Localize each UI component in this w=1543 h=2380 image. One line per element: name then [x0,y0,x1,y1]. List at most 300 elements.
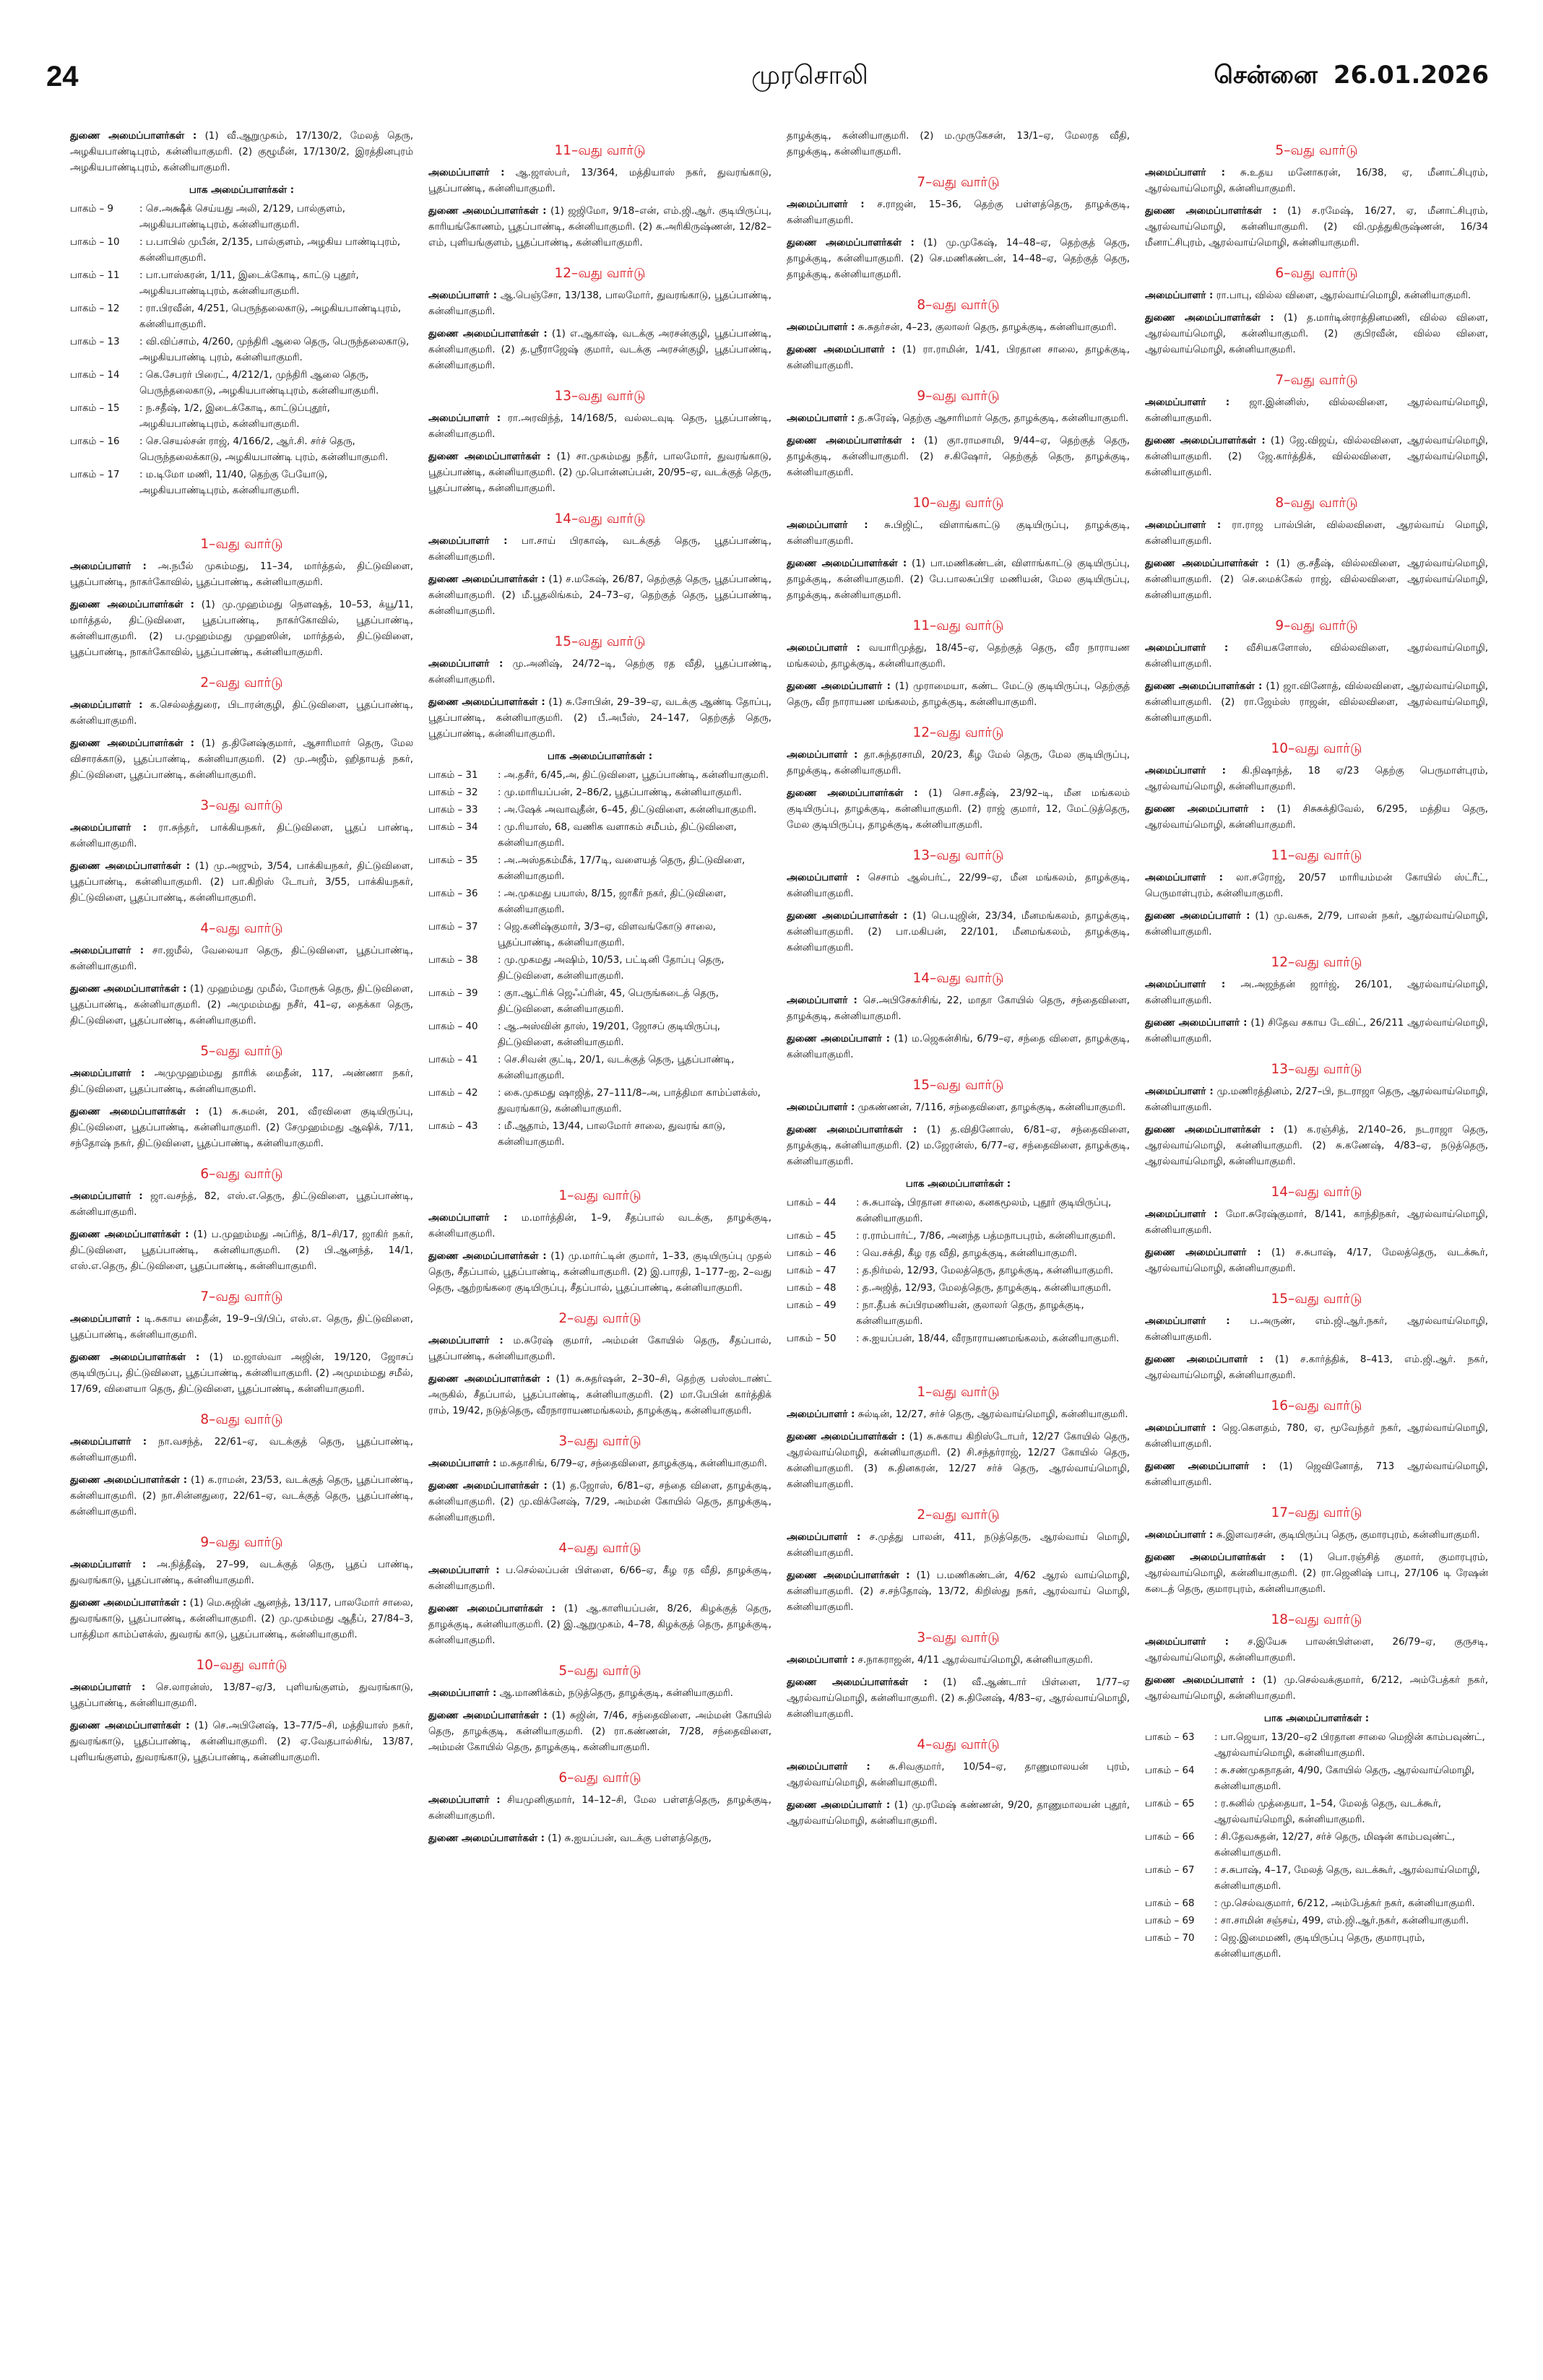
booth-number: பாகம் – 43 [428,1121,478,1132]
role-label: அமைப்பாளர் : [428,1336,503,1346]
organizer-entry [70,821,413,852]
booth-number: பாகம் – 36 [428,888,478,899]
booth-entry [787,1298,1130,1330]
organizer-details: (1) மெ.சுஜின் ஆனந்த், 13/117, பாலமோர் சாலை, துவரங்காடு, பூதப்பாண்டி, கன்னியாகுமரி. (2) மு.முகம்மது ஆதீப், 27/84–3, பாத்திமா காம்ப்ளக்ஸ், துவரங் காடு, பூதப்பாண்டி, கன்னியாகுமரி. [70,1598,413,1640]
booth-organizer: : த.அஜித், 12/93, மேலத்தெரு, தாழக்குடி, கன்னியாகுமரி. [856,1283,1112,1294]
booth-entry [428,853,772,885]
booth-organizer: : ஜெ.இமைமணி, குடியிருப்பு தெரு, குமாரபுரம், கன்னியாகுமரி. [1214,1933,1425,1960]
role-label: அமைப்பாளர் : [787,1409,855,1420]
ward-heading: 14–வது வார்டு [912,971,1004,986]
organizer-entry [787,1407,1130,1423]
organizer-details: ரா.பாபு, வில்ல விளை, ஆரல்வாய்மொழி, கன்னியாகுமரி. [1216,290,1471,301]
booth-number: பாகம் – 13 [70,337,120,347]
role-label: துணை அமைப்பாளர்கள் : [428,1604,556,1614]
organizer-entry [70,1312,413,1343]
role-label: துணை அமைப்பாளர்கள் : [1145,313,1274,324]
organizer-details: தா.சுந்தரசாமி, 20/23, கீழ மேல் தெரு, மேல குடியிருப்பு, தாழக்குடி, கன்னியாகுமரி. [787,750,1130,776]
role-label: துணை அமைப்பாளர்கள் : [787,788,918,799]
organizer-details: செ.அபிசேகர்சிங், 22, மாதா கோயில் தெரு, சந்தைவிளை, தாழக்குடி, கன்னியாகுமரி. [787,995,1130,1022]
organizer-entry [428,1479,772,1526]
organizer-entry [787,641,1130,672]
organizer-entry [1145,1314,1488,1346]
booth-entry [428,1119,772,1151]
ward-heading: 2–வது வார்டு [917,1507,1000,1523]
role-label: அமைப்பாளர் : [70,700,143,711]
booth-organizer: : ர.ராம்பார்ட், 7/86, அனந்த பத்மநாபபுரம், கன்னியாகுமரி. [856,1231,1116,1242]
ward-heading: 6–வது வார்டு [200,1167,283,1182]
organizer-entry [428,1601,772,1649]
role-label: துணை அமைப்பாளர்கள் : [1145,681,1263,692]
organizer-entry [787,556,1130,604]
role-label: அமைப்பாளர் : [428,1213,508,1224]
booth-entry [70,434,413,466]
organizer-entry [787,1653,1130,1669]
role-label: அமைப்பாளர் : [1145,1530,1214,1541]
booth-entry [787,1331,1130,1347]
organizer-details: (1) வீ.ஆண்டார் பிள்ளை, 1/77–ஏ ஆரல்வாய்மொழி, கன்னியாகுமரி. (2) சு.தினேஷ், 4/83–ஏ, ஆரல்வாய்மொழி, கன்னியாகுமரி. [787,1677,1130,1720]
booth-number: பாகம் – 63 [1145,1732,1195,1743]
role-label: அமைப்பாளர் : [428,1688,497,1699]
role-label: துணை அமைப்பாளர் : [1145,1354,1263,1365]
organizer-details: (1) ச.ரமேஷ், 16/27, ஏ, மீனாட்சிபுரம், ஆரல்வாய்மொழி, கன்னியாகுமரி. (2) வி.முத்துகிருஷ்ணன், 16/34 மீனாட்சிபுரம், ஆரல்வாய்மொழி, கன்னியாகுமரி. [1145,206,1488,248]
role-label: துணை அமைப்பாளர்கள் : [70,1598,187,1609]
organizer-details: ரா.அரவிந்த், 14/168/5, வல்லடவுடி தெரு, பூதப்பாண்டி, கன்னியாகுமரி. [428,413,772,440]
city-name: சென்னை [1214,61,1318,90]
booth-section-heading: பாக அமைப்பாளர்கள் : [547,751,653,762]
organizer-entry [428,1686,772,1702]
role-label: துணை அமைப்பாளர்கள் : [70,984,187,995]
role-label: அமைப்பாளர் : [428,659,503,670]
ward-heading: 6–வது வார்டு [558,1770,641,1786]
organizer-entry [787,909,1130,956]
ward-heading: 7–வது வார்டு [200,1289,283,1304]
organizer-details: (1) மு.ரமேஷ் கண்ணன், 9/20, தாணுமாலயன் புதூர், ஆரல்வாய்மொழி, கன்னியாகுமரி. [787,1800,1130,1827]
ward-heading: 10–வது வார்டு [196,1658,288,1673]
organizer-details: ஆ.மாணிக்கம், நடுத்தெரு, தாழக்குடி, கன்னியாகுமரி. [499,1688,733,1699]
role-label: துணை அமைப்பாளர் : [787,345,896,355]
organizer-details: (1) சுஜின், 7/46, சந்தைவிளை, அம்மன் கோயில் தெரு, தாழக்குடி, கன்னியாகுமரி. (2) ரா.கண்ணன், 7/28, சந்தைவிளை, அம்மன் கோயில் தெரு, தாழக்குடி, கன்னியாகுமரி. [428,1710,772,1753]
organizer-entry [787,235,1130,283]
organizer-details: (1) மு.மார்ட்டின் குமார், 1–33, குடியிருப்பு முதல் தெரு, சீதப்பால், பூதப்பாண்டி, கன்னியாகுமரி. (2) இ.பாரதி, 1–177–ஐ, 2–வது தெரு, ஆற்றங்கரை குடியிருப்பு, சீதப்பால், பூதப்பாண்டி, கன்னியாகுமரி. [428,1251,772,1294]
organizer-details: (1) பா.மணிகண்டன், விளாங்காட்டு குடியிருப்பு, தாழக்குடி, கன்னியாகுமரி. (2) பே.பாலசுப்பிர மணியன், மேல குடியிருப்பு, தாழக்குடி, கன்னியாகுமரி. [787,558,1130,601]
role-label: துணை அமைப்பாளர் : [787,681,891,692]
role-label: அமைப்பாளர் : [1145,290,1214,301]
organizer-entry [787,129,1130,160]
booth-number: பாகம் – 12 [70,303,120,314]
organizer-details: (1) ஆ.காளியப்பன், 8/26, கிழக்குத் தெரு, தாழக்குடி, கன்னியாகுமரி. (2) இ.ஆறுமுகம், 4–78, கிழக்குத் தெரு, தாழக்குடி, கன்னியாகுமரி. [428,1604,772,1646]
role-label: துணை அமைப்பாளர்கள் : [428,329,548,339]
organizer-entry [428,534,772,566]
booth-entry [1145,1913,1488,1929]
article-columns [70,129,1486,2353]
organizer-details: முகண்ணன், 7/116, சந்தைவிளை, தாழக்குடி, கன்னியாகுமரி. [857,1102,1126,1113]
organizer-details: (1) ப.மணிகண்டன், 4/62 ஆரல் வாய்மொழி, கன்னியாகுமரி. (2) ச.சந்தோஷ், 13/72, கிறிஸ்து நகர், ஆரல்வாய் மொழி, கன்னியாகுமரி. [787,1570,1130,1613]
booth-organizer: : ரா.பிரவீன், 4/251, பெருந்தலைகாடு, அழகியபாண்டிபுரம், கன்னியாகுமரி. [139,303,402,330]
organizer-details: செ.லாரன்ஸ், 13/87–ஏ/3, புளியங்குளம், துவரங்காடு, பூதப்பாண்டி, கன்னியாகுமரி. [70,1682,413,1709]
organizer-entry [428,1793,772,1825]
booth-number: பாகம் – 9 [70,204,114,215]
organizer-details: (1) மு.முஹம்மது நௌஷத், 10–53, க்யூ/11, மார்த்தல், திட்டுவிளை, பூதப்பாண்டி, நாகர்கோவில், பூதப்பாண்டி, கன்னியாகுமரி. (2) ப.முஹம்மது முஹஸின், மார்த்தல், திட்டுவிளை, பூதப்பாண்டி, நாகர்கோவில், பூதப்பாண்டி, கன்னியாகுமரி. [70,600,413,658]
ward-heading: 4–வது வார்டு [200,921,283,936]
booth-organizer: : மு.முகமது அஷிம், 10/53, பட்டினி தோப்பு தெரு, திட்டுவிளை, கன்னியாகுமரி. [498,955,725,982]
organizer-entry [1145,763,1488,795]
role-label: அமைப்பாளர் : [70,1559,147,1570]
booth-number: பாகம் – 16 [70,436,120,447]
organizer-details: (1) க.ராமன், 23/53, வடக்குத் தெரு, பூதப்பாண்டி, கன்னியாகுமரி. (2) நா.சின்னதுரை, 22/61–ஏ, வடக்குத் தெரு, பூதப்பாண்டி, கன்னியாகுமரி. [70,1475,413,1518]
booth-entry [428,886,772,918]
organizer-details: க.செல்லத்துரை, பிடாரன்குழி, திட்டுவிளை, பூதப்பாண்டி, கன்னியாகுமரி. [70,700,413,727]
role-label: அமைப்பாளர் : [787,643,860,654]
organizer-details: (1) சு.ஐயப்பன், வடக்கு பள்ளத்தெரு, [548,1833,712,1844]
organizer-entry [1145,909,1488,940]
role-label: துணை அமைப்பாளர்கள் : [787,558,907,569]
organizer-entry [1145,1550,1488,1598]
booth-number: பாகம் – 39 [428,988,478,999]
role-label: துணை அமைப்பாளர்கள் : [70,1475,188,1486]
organizer-entry [1145,802,1488,834]
role-label: துணை அமைப்பாளர்கள் : [428,1833,545,1844]
booth-number: பாகம் – 48 [787,1283,837,1294]
ward-heading: 5–வது வார்டு [558,1663,641,1679]
organizer-details: (1) ஜஜிமோ, 9/18–என், எம்.ஜி.ஆர். குடியிருப்பு, காரியங்கோணம், பூதப்பாண்டி, கன்னியாகுமரி. (2) சு.அரிகிருஷ்ணன், 12/82–எம், புளியங்குளம், பூதப்பாண்டி, கன்னியாகுமரி. [428,206,772,248]
organizer-details: (1) ப.முஹம்மது அப்ரித், 8/1–சி/17, ஜாகிர் நகர், திட்டுவிளை, பூதப்பாண்டி, கன்னியாகுமரி. (2) பி.ஆனந்த், 14/1, எஸ்.எ.தெரு, திட்டுவிளை, பூதப்பாண்டி, கன்னியாகுமரி. [70,1229,413,1272]
organizer-details: (1) கு.சதீஷ், வில்லவிளை, ஆரல்வாய்மொழி, கன்னியாகுமரி. (2) செ.மைக்கேல் ராஜ், வில்லவிளை, ஆரல்வாய்மொழி, கன்னியாகுமரி. [1145,558,1488,601]
organizer-details: செசாம் ஆல்பர்ட், 22/99–ஏ, மீன மங்கலம், தாழக்குடி, கன்னியாகுமரி. [787,873,1130,899]
role-label: துணை அமைப்பாளர்கள் : [1145,206,1277,217]
booth-entry [428,919,772,951]
booth-number: பாகம் – 34 [428,822,478,833]
organizer-entry [1145,1084,1488,1116]
booth-number: பாகம் – 31 [428,770,478,781]
organizer-details: மோ.சுரேஷ்குமார், 8/141, காந்திநகர், ஆரல்வாய்மொழி, கன்னியாகுமரி. [1145,1209,1488,1236]
organizer-entry [787,197,1130,229]
role-label: அமைப்பாளர் : [1145,397,1230,408]
organizer-entry [1145,1122,1488,1170]
role-label: துணை அமைப்பாளர் : [1145,1018,1248,1029]
role-label: அமைப்பாளர் : [787,995,857,1006]
booth-section-heading: பாக அமைப்பாளர்கள் : [905,1179,1011,1190]
section-spacer [428,1152,772,1174]
organizer-details: அ.அஜந்தன் ஜார்ஜ், 26/101, ஆரல்வாய்மொழி, கன்னியாகுமரி. [1145,979,1488,1006]
organizer-entry [787,1530,1130,1562]
organizer-entry [1145,1635,1488,1666]
organizer-entry [70,1189,413,1221]
organizer-entry [1145,977,1488,1009]
role-label: அமைப்பாளர் : [428,1795,501,1806]
booth-number: பாகம் – 10 [70,237,120,248]
organizer-entry [428,1333,772,1365]
booth-number: பாகம் – 38 [428,955,478,966]
organizer-details: (1) ச.சுபாஷ், 4/17, மேலத்தெரு, வடக்கூர், ஆரல்வாய்மொழி, கன்னியாகுமரி. [1145,1247,1488,1274]
organizer-details: (1) மு.அஜும், 3/54, பாக்கியநகர், திட்டுவிளை, பூதப்பாண்டி, கன்னியாகுமரி. (2) பா.கிறிஸ் டோபர், 3/55, பாக்கியநகர், திட்டுவிளை, பூதப்பாண்டி, கன்னியாகுமரி. [70,861,413,904]
role-label: அமைப்பாளர் : [70,945,144,956]
organizer-entry [70,859,413,906]
organizer-entry [1145,1016,1488,1047]
organizer-details: ச.இயேசு பாலன்பிள்ளை, 26/79–ஏ, குருசடி, ஆரல்வாய்மொழி, கன்னியாகுமரி. [1145,1637,1488,1663]
role-label: அமைப்பாளர் : [428,413,501,424]
organizer-details: (1) பெ.யுஜின், 23/34, மீனமங்கலம், தாழக்குடி, கன்னியாகுமரி. (2) பா.மகிபன், 22/101, மீனமங்கலம், தாழக்குடி, கன்னியாகுமரி. [787,911,1130,953]
organizer-details: ப.செல்லப்பன் பிள்ளை, 6/66–ஏ, கீழ ரத வீதி, தாழக்குடி, கன்னியாகுமரி. [428,1565,772,1592]
section-spacer [70,501,413,522]
booth-organizer: : பா.பாஸ்கரன், 1/11, இடைக்கோடி, காட்டு புதூர், அழகியபாண்டிபுரம், கன்னியாகுமரி. [139,270,359,297]
booth-organizer: : செ.சிவன் குட்டி, 20/1, வடக்குத் தெரு, பூதப்பாண்டி, கன்னியாகுமரி. [498,1055,735,1081]
organizer-details: சியமுனிகுமார், 14–12–சி, மேல பள்ளத்தெரு, தாழக்குடி, கன்னியாகுமரி. [428,1795,772,1822]
organizer-details: (1) சொ.சதீஷ், 23/92–டி, மீன மங்கலம் குடியிருப்பு, தாழக்குடி, கன்னியாகுமரி. (2) ராஜ் குமார், 12, மேட்டுத்தெரு, மேல குடியிருப்பு, தாழக்குடி, கன்னியாகுமரி. [787,788,1130,831]
organizer-details: வயாரிமுத்து, 18/45–ஏ, தெற்குத் தெரு, வீர நாராயண மங்கலம், தாழக்குடி, கன்னியாகுமரி. [787,643,1130,670]
booth-section-heading: பாக அமைப்பாளர்கள் : [189,185,295,196]
organizer-entry [787,320,1130,336]
organizer-entry [70,1227,413,1275]
role-label: துணை அமைப்பாளர்கள் : [428,206,547,217]
booth-organizer: : மு.ரியாஸ், 68, வணிக வளாகம் சமீபம், திட்டுவிளை, கன்னியாகுமரி. [498,822,737,849]
organizer-entry [428,1456,772,1472]
booth-organizer: : மு.மாரியப்பன், 2–86/2, பூதப்பாண்டி, கன்னியாகுமரி. [498,787,742,798]
organizer-details: வீசியகளோஸ், வில்லவிளை, ஆரல்வாய்மொழி, கன்னியாகுமரி. [1145,643,1488,670]
ward-heading: 2–வது வார்டு [200,675,283,691]
booth-entry [428,1086,772,1117]
ward-heading: 3–வது வார்டு [200,798,283,813]
organizer-details: ச.முத்து பாலன், 411, நடுத்தெரு, ஆரல்வாய் மொழி, கன்னியாகுமரி. [787,1532,1130,1559]
role-label: அமைப்பாளர் : [1145,1316,1230,1327]
organizer-entry [787,1031,1130,1063]
booth-organizer: : சா.சாமின் சஞ்சய், 499, எம்.ஜி.ஆர்.நகர், கன்னியாகுமரி. [1214,1916,1469,1926]
organizer-entry [1145,395,1488,427]
organizer-entry [428,657,772,688]
organizer-entry [1145,1528,1488,1544]
booth-number: பாகம் – 37 [428,922,478,932]
organizer-entry [1145,1673,1488,1705]
organizer-details: (1) சு.சுமன், 201, வீரவிளை குடியிருப்பு, திட்டுவிளை, பூதப்பாண்டி, கன்னியாகுமரி. (2) சேமுஹம்மது ஆஷிக், 7/11, சந்தோஷ் நகர், திட்டுவிளை, பூதப்பாண்டி, கன்னியாகுமரி. [70,1107,413,1149]
organizer-entry [787,1568,1130,1616]
organizer-entry [1145,870,1488,902]
organizer-details: (1) மு.செல்வக்குமார், 6/212, அம்பேத்கர் நகர், ஆரல்வாய்மொழி, கன்னியாகுமரி. [1145,1675,1488,1702]
ward-heading: 3–வது வார்டு [917,1630,1000,1645]
organizer-details: (1) பொ.ரஞ்சித் குமார், குமாரபுரம், ஆரல்வாய்மொழி, கன்னியாகுமரி. (2) ரா.ஜெனிஷ் பாபு, 27/106 டி ரேஷன் கடைத் தெரு, குமாரபுரம், கன்னியாகுமரி. [1145,1552,1488,1595]
organizer-entry [787,518,1130,550]
ward-heading: 11–வது வார்டு [554,143,646,158]
booth-organizer: : ஆ.அஸ்வின் தாஸ், 19/201, ஜோசப் குடியிருப்பு, திட்டுவிளை, கன்னியாகுமரி. [498,1021,721,1048]
organizer-details: (1) செ.அபினேஷ், 13–77/5–சி, மத்தியாஸ் நகர், துவரங்காடு, பூதப்பாண்டி, கன்னியாகுமரி. (2) ஏ.வேதபால்சிங், 13/87, புளியங்குளம், துவரங்காடு, பூதப்பாண்டி, கன்னியாகுமரி. [70,1721,413,1763]
role-label: துணை அமைப்பாளர்கள் : [428,697,545,708]
booth-organizer: : ச.சுபாஷ், 4–17, மேலத் தெரு, வடக்கூர், ஆரல்வாய்மொழி, கன்னியாகுமரி. [1214,1865,1480,1892]
booth-organizer: : சு.சண்முகநாதன், 4/90, கோயில் தெரு, ஆரல்வாய்மொழி, கன்னியாகுமரி. [1214,1765,1475,1792]
role-label: அமைப்பாளர் : [70,1314,140,1325]
ward-heading: 1–வது வார்டு [200,537,283,552]
role-label: துணை அமைப்பாளர்கள் : [1145,1125,1274,1135]
organizer-entry [1145,1245,1488,1277]
organizer-details: ஆ.பெஞ்சோ, 13/138, பாலமோர், துவரங்காடு, பூதப்பாண்டி, கன்னியாகுமரி. [428,290,772,317]
ward-heading: 17–வது வார்டு [1271,1505,1362,1520]
ward-heading: 13–வது வார்டு [912,848,1004,863]
role-label: துணை அமைப்பாளர்கள் : [428,1251,547,1262]
booth-number: பாகம் – 35 [428,855,478,866]
organizer-details: (1) சு.சுதர்ஷன், 2–30–சி, தெற்கு பஸ்ஸ்டாண்ட் அருகில், சீதப்பால், பூதப்பாண்டி, கன்னியாகுமரி. (2) மா.பேபின் கார்த்திக் ராம், 19/42, நடுத்தெரு, வீரநாராயணமங்கலம், தாழக்குடி, கன்னியாகுமரி. [428,1374,772,1416]
booth-number: பாகம் – 69 [1145,1916,1195,1926]
role-label: அமைப்பாளர் : [1145,1423,1216,1434]
newspaper-masthead: முரசொலி [751,61,868,90]
organizer-details: ஆ.ஜாஸ்பர், 13/364, மத்தியாஸ் நகர், துவரங்காடு, பூதப்பாண்டி, கன்னியாகுமரி. [428,168,772,194]
organizer-entry [787,870,1130,902]
role-label: துணை அமைப்பாளர்கள் : [1145,1552,1285,1563]
booth-entry [1145,1830,1488,1861]
ward-heading: 6–வது வார்டு [1275,266,1358,281]
booth-number: பாகம் – 44 [787,1198,837,1208]
organizer-entry [428,1211,772,1242]
organizer-entry [428,572,772,620]
organizer-details: லா.சரோஜ், 20/57 மாரியம்மன் கோயில் ஸ்ட்ரீட், பெருமாள்புரம், கன்னியாகுமரி. [1145,873,1488,899]
organizer-details: தாழக்குடி, கன்னியாகுமரி. (2) ம.முருகேசன், 13/1–ஏ, மேலரத வீதி, தாழக்குடி, கன்னியாகுமரி. [787,131,1130,157]
organizer-details: நா.வசந்த், 22/61–ஏ, வடக்குத் தெரு, பூதப்பாண்டி, கன்னியாகுமரி. [70,1437,413,1463]
organizer-entry [787,786,1130,834]
organizer-details: கி.நிஷாந்த், 18 ஏ/23 தெற்கு பெருமாள்புரம், ஆரல்வாய்மொழி, கன்னியாகுமரி. [1145,766,1488,792]
booth-entry [70,235,413,267]
organizer-details: (1) ச.கார்த்திக், 8–413, எம்.ஜி.ஆர். நகர், ஆரல்வாய்மொழி, கன்னியாகுமரி. [1145,1354,1488,1381]
booth-number: பாகம் – 64 [1145,1765,1195,1776]
organizer-entry [787,342,1130,374]
role-label: துணை அமைப்பாளர்கள் : [70,1107,199,1117]
organizer-entry [787,1100,1130,1116]
organizer-entry [787,679,1130,711]
booth-entry [428,802,772,818]
organizer-entry [70,129,413,176]
booth-organizer: : மு.செல்வகுமார், 6/212, அம்பேத்கர் நகர், கன்னியாகுமரி. [1214,1898,1475,1909]
booth-entry [70,467,413,499]
ward-heading: 9–வது வார்டு [200,1535,283,1550]
organizer-details: ச.ராஜன், 15–36, தெற்கு பள்ளத்தெரு, தாழக்குடி, கன்னியாகுமரி. [787,199,1130,226]
organizer-details: மு.அனிஷ், 24/72–டி, தெற்கு ரத வீதி, பூதப்பாண்டி, கன்னியாகுமரி. [428,659,772,685]
booth-number: பாகம் – 46 [787,1248,837,1259]
organizer-details: (1) மு.முகேஷ், 14–48–ஏ, தெற்குத் தெரு, தாழக்குடி, கன்னியாகுமரி. (2) செ.மணிகண்டன், 14–48–ஏ, தெற்குத் தெரு, தாழக்குடி, கன்னியாகுமரி. [787,238,1130,280]
organizer-entry [70,1557,413,1589]
booth-entry [70,202,413,233]
role-label: அமைப்பாளர் : [70,1682,146,1693]
role-label: துணை அமைப்பாளர் : [1145,1675,1255,1686]
organizer-details: (1) ச.மகேஷ், 26/87, தெற்குத் தெரு, பூதப்பாண்டி, கன்னியாகுமரி. (2) மீ.பூதலிங்கம், 24–73–ஏ, தெற்குத் தெரு, பூதப்பாண்டி, கன்னியாகுமரி. [428,574,772,617]
organizer-entry [70,597,413,661]
booth-organizer: : செ.செயல்சன் ராஜ், 4/166/2, ஆர்.சி. சர்ச் தெரு, பெருந்தலைக்காடு, அழகியபாண்டி புரம், கன்னியாகுமரி. [139,436,389,463]
organizer-entry [70,559,413,591]
role-label: துணை அமைப்பாளர்கள் : [428,1374,550,1385]
organizer-entry [787,993,1130,1025]
organizer-details: மு.மணிரத்தினம், 2/27–பி, நடராஜா தெரு, ஆரல்வாய்மொழி, கன்னியாகுமரி. [1145,1086,1488,1113]
booth-organizer: : அ.தசீர், 6/45,அ, திட்டுவிளை, பூதப்பாண்டி, கன்னியாகுமரி. [498,770,769,781]
ward-heading: 11–வது வார்டு [1271,848,1362,863]
organizer-details: அ.நபீல் முகம்மது, 11–34, மார்த்தல், திட்டுவிளை, பூதப்பாண்டி, நாகர்கோவில், பூதப்பாண்டி, கன்னியாகுமரி. [70,561,413,588]
organizer-entry [428,1249,772,1297]
booth-organizer: : பா.ஜெயா, 13/20–ஏ2 பிரதான சாலை மெஜின் காம்பவுண்ட், ஆரல்வாய்மொழி, கன்னியாகுமரி. [1214,1732,1485,1759]
organizer-details: பா.சாய் பிரகாஷ், வடக்குத் தெரு, பூதப்பாண்டி, கன்னியாகுமரி. [428,536,772,563]
organizer-entry [428,449,772,497]
organizer-details: ஜெ.கௌதம், 780, ஏ, மூவேந்தர் நகர், ஆரல்வாய்மொழி, கன்னியாகுமரி. [1145,1423,1488,1450]
booth-organizer: : த.நிர்மல், 12/93, மேலத்தெரு, தாழக்குடி, கன்னியாகுமரி. [856,1265,1114,1276]
booth-number: பாகம் – 15 [70,403,120,414]
organizer-details: டி.சுகாய மைதீன், 19–9–பி/பிப், எஸ்.எ. தெரு, திட்டுவிளை, பூதப்பாண்டி, கன்னியாகுமரி. [70,1314,413,1341]
organizer-entry [787,433,1130,481]
role-label: துணை அமைப்பாளர்கள் : [787,1570,910,1581]
booth-organizer: : சு.ஐயப்பன், 18/44, வீரநாராயணமங்கலம், கன்னியாகுமரி. [856,1333,1120,1344]
role-label: துணை அமைப்பாளர்கள் : [787,911,908,922]
role-label: அமைப்பாளர் : [787,199,865,210]
booth-entry [70,334,413,366]
column-3 [787,129,1130,2353]
booth-entry [787,1195,1130,1227]
booth-entry [1145,1796,1488,1828]
ward-heading: 15–வது வார்டு [554,634,646,649]
organizer-details: (1) த.தினேஷ்குமார், ஆசாரிமார் தெரு, மேல விசாரக்காடு, பூதப்பாண்டி, கன்னியாகுமரி. (2) மு.அஜீம், ஹிதாயத் நகர், திட்டுவிளை, பூதப்பாண்டி, கன்னியாகுமரி. [70,738,413,781]
organizer-details: (1) மு.வசுசு, 2/79, பாலன் நகர், ஆரல்வாய்மொழி, கன்னியாகுமரி. [1145,911,1488,938]
role-label: துணை அமைப்பாளர்கள் : [70,1721,190,1731]
organizer-entry [1145,518,1488,550]
organizer-entry [1145,165,1488,197]
organizer-details: அ.நித்தீஷ், 27–99, வடக்குத் தெரு, பூதப் பாண்டி, துவரங்காடு, பூதப்பாண்டி, கன்னியாகுமரி. [70,1559,413,1586]
ward-heading: 10–வது வார்டு [912,496,1004,511]
ward-heading: 9–வது வார்டு [1275,618,1358,633]
organizer-entry [428,204,772,251]
booth-number: பாகம் – 11 [70,270,120,281]
organizer-details: (1) ஜே.விஜய், வில்லவிளை, ஆரல்வாய்மொழி, கன்னியாகுமரி. (2) ஜே.கார்த்திக், வில்லவிளை, ஆரல்வாய்மொழி, கன்னியாகுமரி. [1145,436,1488,478]
organizer-details: (1) சா.முகம்மது நதீர், பாலமோர், துவரங்காடு, பூதப்பாண்டி, கன்னியாகுமரி. (2) மு.பொன்னப்பன், 20/95–ஏ, வடக்குத் தெரு, பூதப்பாண்டி, கன்னியாகுமரி. [428,451,772,494]
organizer-details: சு.உதய மனோகரன், 16/38, ஏ, மீனாட்சிபுரம், ஆரல்வாய்மொழி, கன்னியாகுமரி. [1145,168,1488,194]
organizer-entry [787,748,1130,779]
role-label: அமைப்பாளர் : [1145,168,1225,178]
booth-organizer: : கெ.சேபரர் பிரைட், 4/212/1, முந்திரி ஆலை தெரு, பெருந்தலைகாடு, அழகியபாண்டிபுரம், கன்னியாகுமரி. [139,370,379,397]
booth-entry [70,368,413,399]
role-label: அமைப்பாளர் : [1145,766,1226,776]
booth-organizer: : ம.டிமோ மணி, 11/40, தெற்கு பேயோடு, அழகியபாண்டிபுரம், கன்னியாகுமரி. [139,469,328,496]
organizer-entry [1145,679,1488,727]
booth-number: பாகம் – 47 [787,1265,837,1276]
booth-number: பாகம் – 65 [1145,1799,1195,1809]
organizer-details: சு.இளவரசன், குடியிருப்பு தெரு, குமாரபுரம், கன்னியாகுமரி. [1216,1530,1480,1541]
ward-heading: 15–வது வார்டு [1271,1291,1362,1307]
organizer-details: ச.நாகராஜன், 4/11 ஆரல்வாய்மொழி, கன்னியாகுமரி. [857,1655,1094,1666]
booth-number: பாகம் – 68 [1145,1898,1195,1909]
booth-organizer: : சு.சுபாஷ், பிரதான சாலை, கனகமூலம், புதூர் குடியிருப்பு, கன்னியாகுமரி. [856,1198,1112,1224]
organizer-details: த.சுரேஷ், தெற்கு ஆசாரிமார் தெரு, தாழக்குடி, கன்னியாகுமரி. [857,413,1129,424]
ward-heading: 3–வது வார்டு [558,1434,641,1449]
organizer-details: ரா.சுந்தர், பாக்கியநகர், திட்டுவிளை, பூதப் பாண்டி, கன்னியாகுமரி. [70,823,413,849]
booth-entry [1145,1763,1488,1795]
organizer-entry [428,326,772,374]
role-label: துணை அமைப்பாளர்கள் : [1145,436,1266,446]
role-label: அமைப்பாளர் : [428,1565,500,1576]
booth-entry [70,401,413,433]
organizer-entry [70,736,413,784]
booth-organizer: : ஜெ.கனிஷ்குமார், 3/3–ஏ, விளவங்கோடு சாலை, பூதப்பாண்டி, கன்னியாகுமரி. [498,922,717,948]
booth-organizer: : நா.தீபக் சுப்பிரமணியன், குலாலர் தெரு, தாழக்குடி, கன்னியாகுமரி. [856,1300,1084,1327]
organizer-details: ஜா.இன்னிஸ், வில்லவிளை, ஆரல்வாய்மொழி, கன்னியாகுமரி. [1145,397,1488,424]
organizer-details: (1) சு.சுகாய கிறிஸ்டோபர், 12/27 கோயில் தெரு, ஆரல்வாய்மொழி, கன்னியாகுமரி. (2) சி.சந்தர்ராஜ், 12/27 கோயில் தெரு, கன்னியாகுமரி. (3) சு.தினகரன், 12/27 சர்ச் தெரு, ஆரல்வாய்மொழி, கன்னியாகுமரி. [787,1432,1130,1490]
ward-heading: 10–வது வார்டு [1271,741,1362,756]
booth-number: பாகம் – 67 [1145,1865,1195,1876]
role-label: துணை அமைப்பாளர்கள் : [787,238,915,248]
ward-heading: 14–வது வார்டு [554,511,646,527]
role-label: அமைப்பாளர் : [428,536,508,547]
organizer-details: (1) எ.ஆகாஷ், வடக்கு அரசன்குழி, பூதப்பாண்டி, கன்னியாகுமரி. (2) த.ஸ்ரீராஜேஷ் குமார், வடக்கு அரசன்குழி, பூதப்பாண்டி, கன்னியாகுமரி. [428,329,772,371]
ward-heading: 12–வது வார்டு [554,266,646,281]
booth-organizer: : வெ.சக்தி, கீழ ரத வீதி, தாழக்குடி, கன்னியாகுமரி. [856,1248,1078,1259]
organizer-entry [787,1429,1130,1493]
role-label: அமைப்பாளர் : [787,1532,861,1543]
organizer-entry [1145,1421,1488,1453]
organizer-details: ம.சுரேஷ் குமார், அம்மன் கோயில் தெரு, சீதப்பால், பூதப்பாண்டி, கன்னியாகுமரி. [428,1336,772,1362]
ward-heading: 7–வது வார்டு [917,175,1000,190]
booth-organizer: : ப.பாபில் முபீன், 2/135, பால்குளம், அழகிய பாண்டிபுரம், கன்னியாகுமரி. [139,237,401,264]
booth-number: பாகம் – 49 [787,1300,837,1311]
role-label: அமைப்பாளர் : [428,1458,497,1469]
organizer-details: (1) ரா.ராமின், 1/41, பிரதான சாலை, தாழக்குடி, கன்னியாகுமரி. [787,345,1130,371]
ward-heading: 1–வது வார்டு [917,1385,1000,1400]
